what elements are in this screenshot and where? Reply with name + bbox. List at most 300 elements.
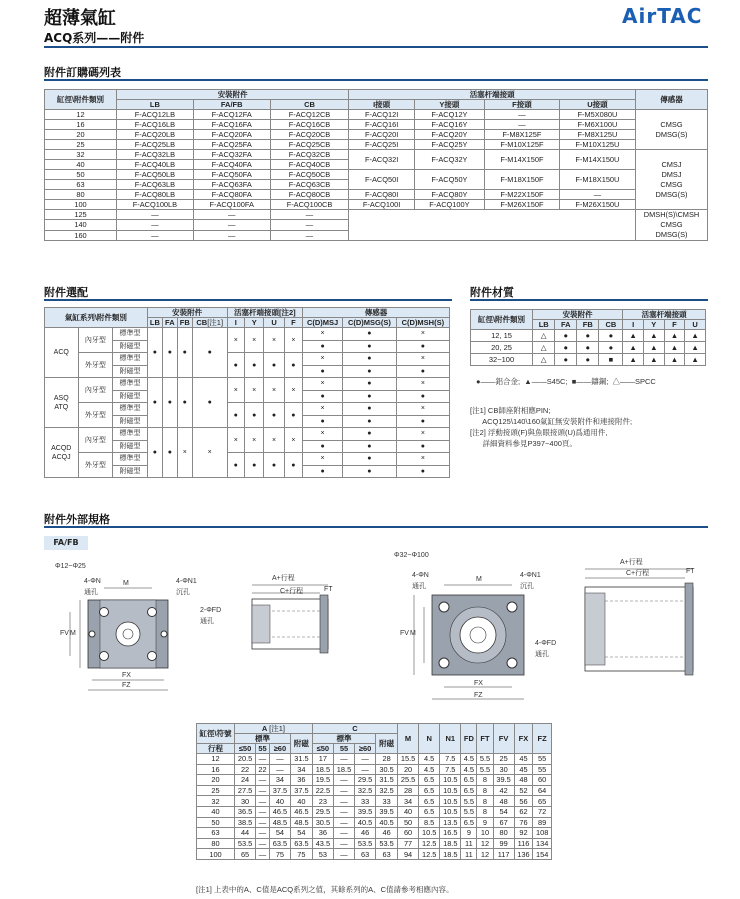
dims-note: [注1] 上表中的A、C值是ACQ系列之值，其餘系列的A、C值請參考相應內容。 [196,885,454,894]
material-cell: ▲ [664,354,685,366]
dims-cell: 4.5 [419,754,440,765]
dims-cell: 43.5 [312,838,333,849]
dims-cell: 4.5 [461,764,477,775]
dims-h-std-a: 標準 [235,734,291,744]
dims-cell: 40 [269,796,290,807]
select-sensor-mark: × [396,378,449,391]
order-cell: F-ACQ100CB [270,200,349,210]
dims-section-rule [44,526,708,528]
dims-cell: 24 [235,775,256,786]
order-cell: — [117,220,194,230]
select-thread: 內牙型 [78,428,113,453]
dims-cell: 67 [493,817,514,828]
select-mount-mark: ● [162,428,177,478]
order-row [45,200,708,210]
dims-row [197,796,552,807]
dims-cell: 9 [461,828,477,839]
order-cell: 63 [45,180,117,190]
select-rod-mark: × [264,378,284,403]
select-rod-mark: × [227,378,244,403]
order-cell: — [193,220,270,230]
material-sub: I [623,320,644,330]
order-cell: F-M26X150F [485,200,560,210]
dims-cell: 33 [376,796,398,807]
select-sensor-mark: ● [343,465,397,478]
select-variant: 標準型 [113,403,148,416]
order-cell: F-ACQ16CB [270,120,349,130]
dims-cell: 53.5 [355,838,376,849]
material-sub: LB [533,320,555,330]
order-cell: — [270,220,349,230]
dims-cell: — [333,838,354,849]
select-sensor-mark: × [303,378,343,391]
dims-h-c: C [312,724,397,734]
lbl-cstroke: C+行程 [280,588,304,595]
select-h-mount: 安裝附件 [147,308,227,318]
dims-cell: 65 [235,849,256,860]
select-sensor-mark: ● [343,415,397,428]
order-cell: F-ACQ80LB [117,190,194,200]
lbl-m-lg: M [476,576,482,583]
material-cell: ● [599,342,623,354]
material-h-mount: 安裝附件 [533,310,623,320]
dims-cell: 25 [493,754,514,765]
dims-cell: 12.5 [419,849,440,860]
dims-cell: 4.5 [461,754,477,765]
order-cell: F-ACQ25Y [414,140,484,150]
order-cell: F-ACQ63LB [117,180,194,190]
order-cell: 32 [45,150,117,160]
dims-cell: 8.5 [419,817,440,828]
order-cell: — [485,120,560,130]
order-cell: F-ACQ12Y [414,110,484,120]
dims-cell: 76 [514,817,533,828]
select-sub: C(D)MSG(S) [343,318,397,328]
lbl-4n: 4-ΦN [84,578,101,585]
select-sensor-mark: ● [303,415,343,428]
order-row [45,210,708,220]
sensor-b: CMSJ DMSJ CMSG DMSG(S) [636,150,708,210]
order-cell: F-M22X150F [485,190,560,200]
dims-cell: — [333,828,354,839]
dims-cell: 36 [312,828,333,839]
order-cell: F-ACQ25CB [270,140,349,150]
select-sub: I [227,318,244,328]
order-cell: F-ACQ80I [349,190,414,200]
dims-cell: 32.5 [355,785,376,796]
dims-cell: 34 [290,764,312,775]
dims-cell: 18.5 [440,838,461,849]
order-cell: F-ACQ12FA [193,110,270,120]
lbl-thru-lg-2: 通孔 [535,651,549,658]
dims-cell: 56 [514,796,533,807]
order-cell: F-ACQ12LB [117,110,194,120]
dims-cell: 37.5 [290,785,312,796]
order-cell: — [270,230,349,240]
dims-cell: 8 [477,785,493,796]
dims-cell: 34 [269,775,290,786]
select-sensor-mark: ● [343,453,397,466]
order-cell: F-ACQ12I [349,110,414,120]
dims-cell: 11 [461,849,477,860]
dims-h-col: FX [514,724,533,754]
select-sensor-mark: ● [343,353,397,366]
select-sensor-mark: ● [343,340,397,353]
select-series: ACQ [45,328,79,378]
material-notes: [注1] CB師座附相應PIN; ACQ125\140\160氣缸無安裝附件和連接附件; [注2] 浮動接頭(F)與魚眼接頭(U)爲通用件, 詳細資料參見P397~400頁。 [470,406,633,448]
select-row [45,328,450,341]
dims-cell: 45 [514,754,533,765]
select-sub: FA [162,318,177,328]
dims-cell: 72 [533,806,552,817]
dims-cell: 53 [312,849,333,860]
lbl-4n-lg: 4-ΦN [412,572,429,579]
dims-cell: 80 [197,838,235,849]
select-sensor-mark: ● [303,390,343,403]
dims-cell: 62 [514,806,533,817]
material-legend: ●——鋁合金; ▲——S45C; ■——鑄鋼; △——SPCC [476,377,656,386]
order-cell: F-ACQ32FA [193,150,270,160]
order-row [45,120,708,130]
lbl-fx-lg: FX [474,680,483,687]
dims-cell: 16.5 [440,828,461,839]
select-mount-mark: ● [177,378,192,428]
select-rod-mark: ● [284,403,302,428]
dims-cell: 31.5 [290,754,312,765]
dims-row [197,849,552,860]
material-cell: ● [577,354,599,366]
material-sub: U [685,320,706,330]
select-sensor-mark: × [303,428,343,441]
order-cell: F-ACQ32LB [117,150,194,160]
order-cell: F-ACQ80Y [414,190,484,200]
dims-cell: 154 [533,849,552,860]
dims-cell: 42 [493,785,514,796]
dims-cell: 18.5 [333,764,354,775]
select-rod-mark: ● [284,353,302,378]
select-rod-mark: × [227,328,244,353]
select-sub: C(D)MSJ [303,318,343,328]
lbl-thru: 通孔 [84,589,98,596]
dims-cell: 40 [290,796,312,807]
dims-cell: — [256,806,270,817]
dims-cell: 44 [235,828,256,839]
dims-cell: 33 [355,796,376,807]
select-mount-mark: ● [147,378,162,428]
select-sensor-mark: ● [303,465,343,478]
lbl-sink-lg: 沉孔 [520,583,534,590]
select-h-sensor: 傳感器 [303,308,450,318]
material-cell: ▲ [685,342,706,354]
dims-cell: 50 [398,817,419,828]
dims-cell: 32 [197,796,235,807]
dims-cell: 39.5 [355,806,376,817]
dims-cell: — [256,828,270,839]
dims-h-ge60: ≥60 [269,744,290,754]
lbl-fz: FZ [122,682,131,689]
dims-cell: 63 [376,849,398,860]
dims-cell: 6.5 [419,796,440,807]
select-rod-mark: ● [227,353,244,378]
select-variant: 標準型 [113,328,148,341]
select-variant: 標準型 [113,428,148,441]
order-cell: — [270,210,349,220]
select-rod-mark: ● [284,453,302,478]
dims-cell: 39.5 [493,775,514,786]
dims-h-col: N1 [440,724,461,754]
select-thread: 內牙型 [78,328,113,353]
order-cell: F-M18X150F [485,170,560,190]
order-cell: F-M14X150U [559,150,635,170]
lbl-fv-lg: FV [400,630,409,637]
material-cell: ▲ [685,330,706,342]
order-cell: F-M10X125F [485,140,560,150]
order-cell: 140 [45,220,117,230]
select-sensor-mark: ● [343,403,397,416]
lbl-m-v: M [70,630,76,637]
dims-cell: 55 [533,754,552,765]
select-variant: 標準型 [113,453,148,466]
range-large: Φ32~Φ100 [394,552,429,559]
fafb-tab: FA/FB [44,536,88,550]
order-cell: F-ACQ20FA [193,130,270,140]
select-rod-mark: × [245,378,264,403]
dims-cell: 6.5 [461,785,477,796]
select-section-title: 附件選配 [44,286,88,299]
select-cb-note: [注1] [207,318,224,327]
select-mount-mark: ● [192,328,227,378]
dims-cell: 54 [290,828,312,839]
select-series: ASQ ATQ [45,378,79,428]
select-sensor-mark: × [396,328,449,341]
order-section-title: 附件訂購碼列表 [44,66,121,79]
lbl-4n1: 4-ΦN1 [176,578,197,585]
order-cell: F-ACQ16FA [193,120,270,130]
material-cell: ▲ [643,330,664,342]
order-cell: F-ACQ20I [349,130,414,140]
dims-cell: 5.5 [477,754,493,765]
order-cell: F-ACQ50LB [117,170,194,180]
select-table [44,307,450,478]
dims-cell: 53.5 [235,838,256,849]
dims-cell: — [355,754,376,765]
dims-cell: 54 [269,828,290,839]
order-cell: F-M8X125F [485,130,560,140]
dims-cell: 50 [197,817,235,828]
dims-cell: 65 [533,796,552,807]
order-cell: 25 [45,140,117,150]
select-sensor-mark: ● [343,440,397,453]
select-sensor-mark: × [303,328,343,341]
dims-cell: 20 [398,764,419,775]
select-sensor-mark: × [396,428,449,441]
select-row [45,353,450,366]
dims-cell: 6.5 [419,806,440,817]
select-sensor-mark: ● [303,340,343,353]
select-sensor-mark: ● [396,465,449,478]
order-cell: F-ACQ25I [349,140,414,150]
select-sensor-mark: ● [396,390,449,403]
select-sensor-mark: ● [396,340,449,353]
dims-cell: 25 [197,785,235,796]
dims-cell: 6.5 [461,817,477,828]
dims-cell: 60 [533,775,552,786]
select-rod-mark: × [245,328,264,353]
order-h-sensor: 傳感器 [636,90,708,110]
dims-cell: 31.5 [376,775,398,786]
flange-large-side-drawing [575,565,705,685]
select-variant: 標準型 [113,378,148,391]
select-variant: 附磁型 [113,365,148,378]
select-h-rod-note: [注2] [278,308,296,317]
dims-cell: 77 [398,838,419,849]
dims-cell: 80 [493,828,514,839]
dims-cell: 38.5 [235,817,256,828]
order-cell: F-M10X125U [559,140,635,150]
dims-row [197,764,552,775]
order-cell: 160 [45,230,117,240]
dims-cell: 99 [493,838,514,849]
order-cell: F-ACQ40FA [193,160,270,170]
material-cell: ● [555,342,577,354]
material-cell: ● [555,354,577,366]
order-h-mount: 安裝附件 [117,90,349,100]
dims-cell: 20.5 [235,754,256,765]
dims-cell: 19.5 [312,775,333,786]
select-mount-mark: ● [147,428,162,478]
dims-cell: 12 [197,754,235,765]
dims-cell: 46.5 [290,806,312,817]
order-sub: Y接頭 [414,100,484,110]
brand-logo: AirTAC [622,4,703,28]
order-row [45,190,708,200]
order-cell: F-ACQ32I [349,150,414,170]
dims-cell: 60 [398,828,419,839]
dims-cell: 54 [493,806,514,817]
order-cell: — [193,210,270,220]
dims-h-stroke: 行程 [197,744,235,754]
order-cell: 50 [45,170,117,180]
order-cell: F-ACQ100FA [193,200,270,210]
dims-h-col: M [398,724,419,754]
order-h-bore: 缸徑\附件類別 [45,90,117,110]
dims-cell: 40 [398,806,419,817]
select-variant: 附磁型 [113,465,148,478]
select-sub: Y [245,318,264,328]
dims-cell: 117 [493,849,514,860]
page-title: 超薄氣缸 [44,8,116,29]
dims-cell: 116 [514,838,533,849]
dims-cell: 40 [197,806,235,817]
order-cell: 125 [45,210,117,220]
select-rod-mark: × [245,428,264,453]
dims-cell: 10.5 [440,775,461,786]
dims-cell: — [256,817,270,828]
dims-row [197,817,552,828]
order-cell: F-ACQ20Y [414,130,484,140]
order-cell: 16 [45,120,117,130]
dims-cell: 7.5 [440,764,461,775]
lbl-fx: FX [122,672,131,679]
dims-row [197,806,552,817]
material-cell: △ [533,330,555,342]
order-cell: F-ACQ16LB [117,120,194,130]
material-h-bore: 缸徑\附件類別 [471,310,533,330]
dims-cell: 23 [312,796,333,807]
select-mount-mark: × [192,428,227,478]
order-cell: — [485,110,560,120]
material-row [471,354,706,366]
dims-cell: 25.5 [398,775,419,786]
range-small: Φ12~Φ25 [55,563,86,570]
select-sensor-mark: × [303,403,343,416]
order-cell: F-M14X150F [485,150,560,170]
select-rod-mark: × [264,428,284,453]
lbl-sink: 沉孔 [176,589,190,596]
select-mount-mark: ● [177,328,192,378]
select-variant: 附磁型 [113,415,148,428]
order-sub: CB [270,100,349,110]
order-section-rule [44,79,708,81]
header-rule [44,46,708,48]
dims-h-mag-a: 附磁 [290,734,312,754]
dims-h-col: FZ [533,724,552,754]
order-cell: — [193,230,270,240]
dims-cell: 45 [514,764,533,775]
dims-section-title: 附件外部規格 [44,513,110,526]
select-series: ACQD ACQJ [45,428,79,478]
dims-cell: 5.5 [461,796,477,807]
material-sub: F [664,320,685,330]
dims-cell: 7.5 [440,754,461,765]
order-cell: F-M5X080U [559,110,635,120]
dims-cell: 53.5 [376,838,398,849]
dims-cell: 4.5 [419,764,440,775]
order-cell: 40 [45,160,117,170]
dims-cell: 29.5 [312,806,333,817]
dims-cell: 30.5 [376,764,398,775]
order-cell: F-ACQ16Y [414,120,484,130]
select-sensor-mark: × [396,453,449,466]
select-sensor-mark: ● [343,390,397,403]
lbl-ft: FT [324,586,333,593]
dims-cell: 28 [376,754,398,765]
lbl-m: M [123,580,129,587]
dims-cell: 136 [514,849,533,860]
dims-cell: 36 [290,775,312,786]
select-section-rule [44,299,452,301]
material-cell: △ [533,354,555,366]
dims-h-ge60-c: ≥60 [355,744,376,754]
order-sub: F接頭 [485,100,560,110]
dims-cell: 20 [197,775,235,786]
lbl-thru-lg: 通孔 [412,583,426,590]
lbl-m-lg-v: M [410,630,416,637]
order-cell: — [559,190,635,200]
order-sub: I接頭 [349,100,414,110]
dims-cell: 10.5 [419,828,440,839]
dims-cell: 30 [235,796,256,807]
order-cell: F-ACQ16I [349,120,414,130]
dims-cell: 15.5 [398,754,419,765]
lbl-thru-2: 通孔 [200,618,214,625]
order-cell: F-ACQ50FA [193,170,270,180]
select-mount-mark: × [177,428,192,478]
material-cell: ▲ [623,330,644,342]
dims-cell: 10 [477,828,493,839]
dims-row [197,838,552,849]
lbl-fz-lg: FZ [474,692,483,699]
